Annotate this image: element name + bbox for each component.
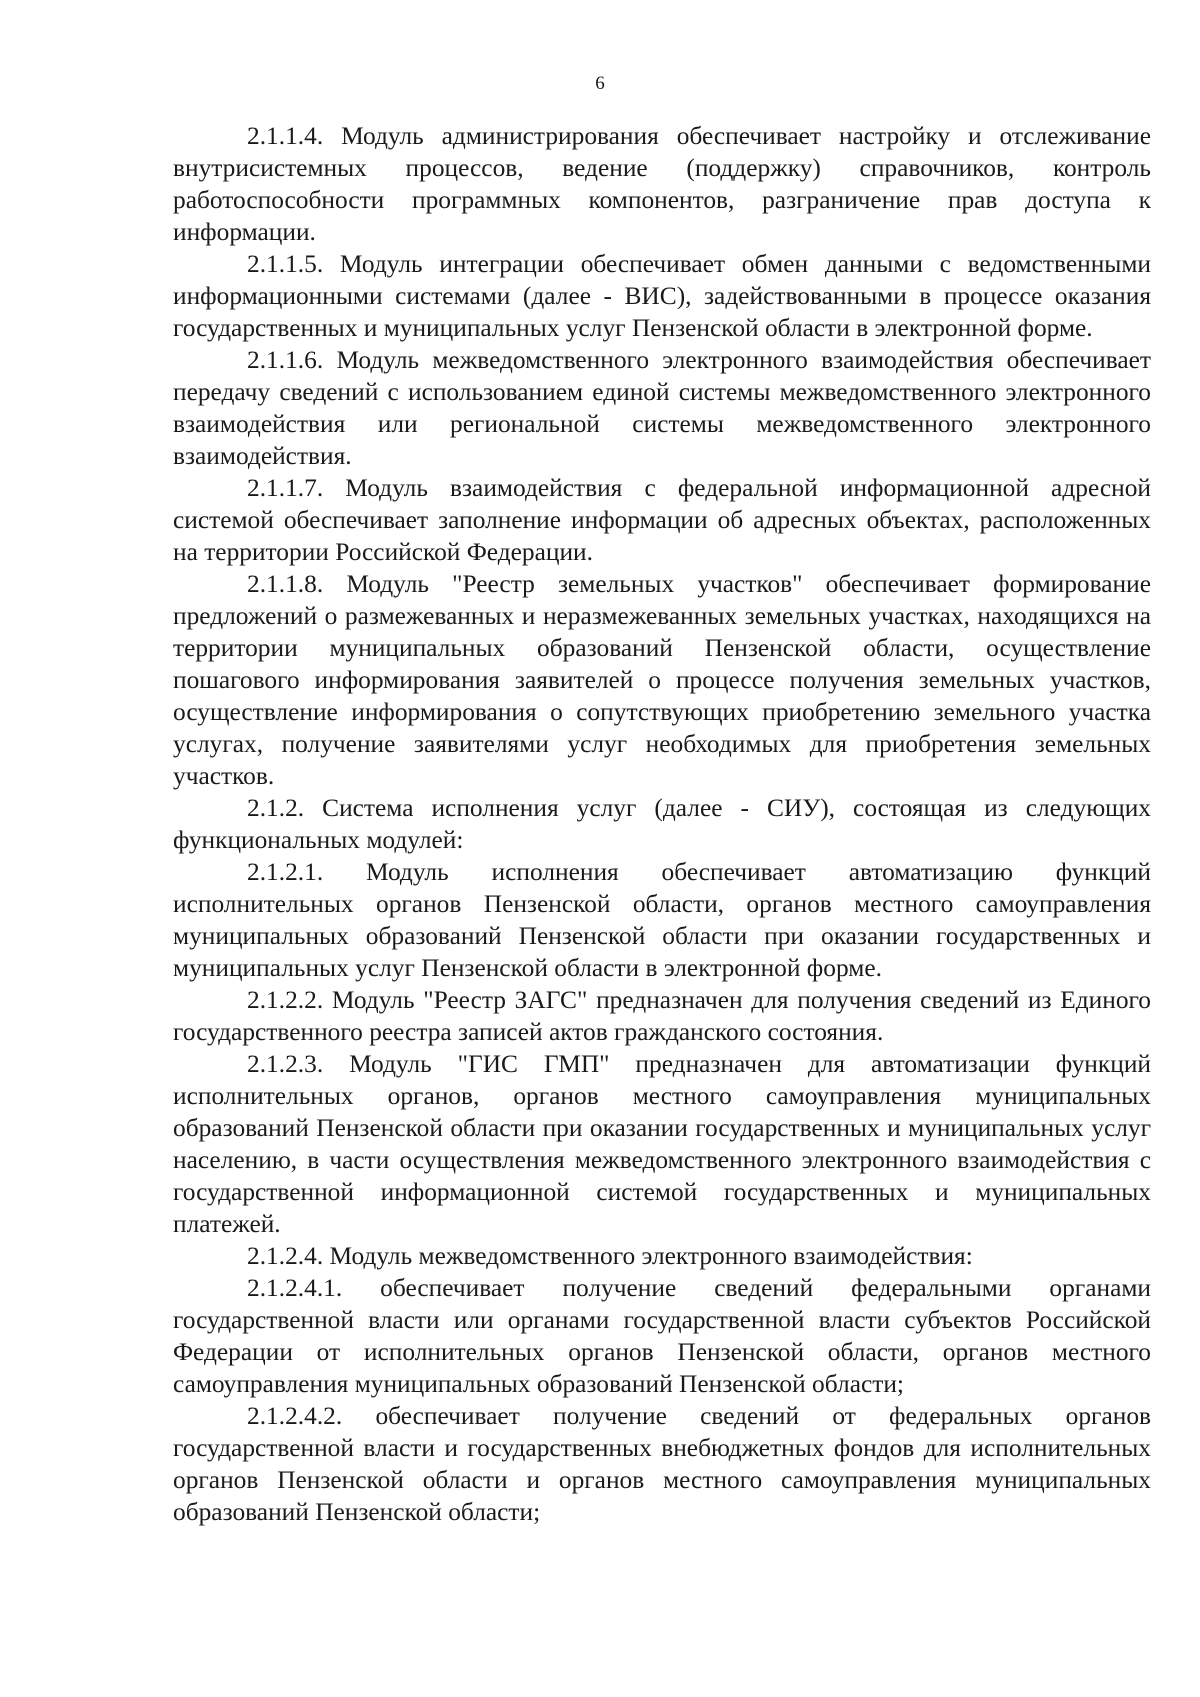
document-body	[173, 120, 1151, 1528]
paragraph-2-1-1-6: 2.1.1.6. Модуль межведомственного электронного взаимодействия обеспечивает передачу сведений с использованием единой системы межведомственного электронного взаимодействия или региональной системы межведомственного электронного взаимодействия.	[173, 346, 1151, 470]
paragraph-2-1-2-3: 2.1.2.3. Модуль "ГИС ГМП" предназначен для автоматизации функций исполнительных органов, органов местного самоуправления муниципальных образований Пензенской области при оказании государственных и муниципальных услуг населению, в части осуществления межведомственного электронного взаимодействия с государственной информационной системой государственных и муниципальных платежей.	[173, 1050, 1151, 1238]
paragraph-2-1-1-7: 2.1.1.7. Модуль взаимодействия с федеральной информационной адресной системой обеспечивает заполнение информации об адресных объектах, расположенных на территории Российской Федерации.	[173, 474, 1151, 566]
paragraph-2-1-2-4-2: 2.1.2.4.2. обеспечивает получение сведений от федеральных органов государственной власти и государственных внебюджетных фондов для исполнительных органов Пензенской области и органов местного самоуправления муниципальных образований Пензенской области;	[173, 1402, 1151, 1526]
paragraph-2-1-2-1: 2.1.2.1. Модуль исполнения обеспечивает автоматизацию функций исполнительных органов Пензенской области, органов местного самоуправления муниципальных образований Пензенской области при оказании государственных и муниципальных услуг Пензенской области в электронной форме.	[173, 858, 1151, 982]
paragraph-2-1-2-2: 2.1.2.2. Модуль "Реестр ЗАГС" предназначен для получения сведений из Единого государственного реестра записей актов гражданского состояния.	[173, 986, 1151, 1046]
paragraph-2-1-1-4: 2.1.1.4. Модуль администрирования обеспечивает настройку и отслеживание внутрисистемных процессов, ведение (поддержку) справочников, контроль работоспособности программных компонентов, разграничение прав доступа к информации.	[173, 122, 1151, 246]
paragraph-2-1-2-4: 2.1.2.4. Модуль межведомственного электронного взаимодействия:	[247, 1242, 973, 1270]
paragraph-2-1-2-4-1: 2.1.2.4.1. обеспечивает получение сведений федеральными органами государственной власти или органами государственной власти субъектов Российской Федерации от исполнительных органов Пензенской области, органов местного самоуправления муниципальных образований Пензенской области;	[173, 1274, 1151, 1398]
page-number: 6	[595, 73, 605, 94]
paragraph-2-1-2: 2.1.2. Система исполнения услуг (далее - СИУ), состоящая из следующих функциональных модулей:	[173, 794, 1151, 854]
paragraph-2-1-1-8: 2.1.1.8. Модуль "Реестр земельных участков" обеспечивает формирование предложений о размежеванных и неразмежеванных земельных участках, находящихся на территории муниципальных образований Пензенской области, осуществление пошагового информирования заявителей о процессе получения земельных участков, осуществление информирования о сопутствующих приобретению земельного участка услугах, получение заявителями услуг необходимых для приобретения земельных участков.	[173, 570, 1151, 790]
paragraph-2-1-1-5: 2.1.1.5. Модуль интеграции обеспечивает обмен данными с ведомственными информационными системами (далее - ВИС), задействованными в процессе оказания государственных и муниципальных услуг Пензенской области в электронной форме.	[173, 250, 1151, 342]
